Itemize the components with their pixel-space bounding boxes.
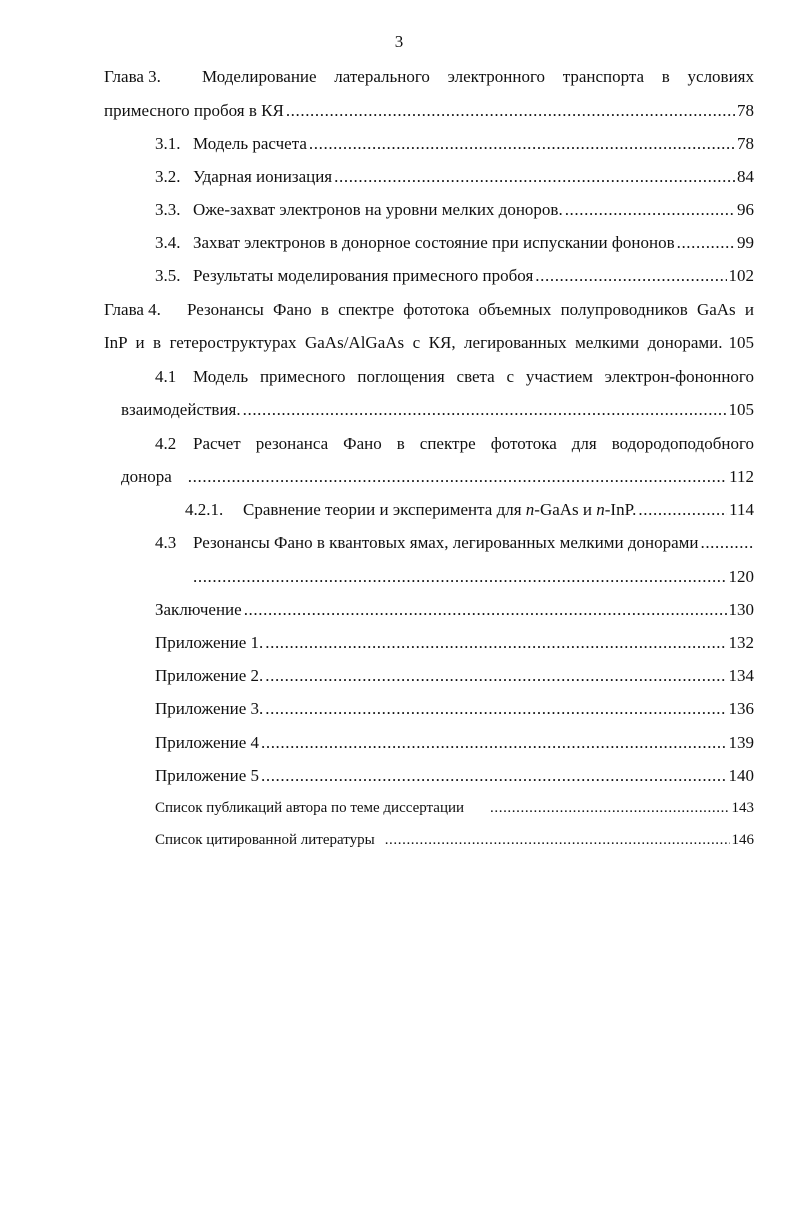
toc-page: 139 (728, 733, 754, 752)
toc-section-3-2 (155, 166, 754, 188)
toc-appendix-1 (155, 632, 754, 654)
leader-dots (385, 829, 730, 851)
toc-section-3-4 (155, 232, 754, 254)
toc-label: 3.4. (155, 233, 181, 252)
toc-appendix-3 (155, 698, 754, 720)
leader-dots (700, 532, 754, 554)
toc-page: 130 (728, 600, 754, 619)
leader-dots (244, 599, 727, 621)
toc-page: 136 (728, 699, 754, 718)
toc-label: 4.2.1. (185, 500, 224, 519)
leader-dots (677, 232, 735, 254)
toc-section-4-2-line1 (155, 433, 754, 455)
toc-page: 99 (737, 233, 754, 252)
toc-title: InP и в гетероструктурах GaAs/AlGaAs с КЯ, легированных мелкими донорами. (104, 333, 723, 352)
toc-page: 78 (737, 134, 754, 153)
toc-title: Заключение (155, 600, 242, 619)
toc-title: Приложение 1. (155, 633, 264, 652)
toc-title: Результаты моделирования примесного пробоя (193, 266, 534, 285)
toc-title: донора (121, 467, 172, 486)
toc-section-4-3-line2 (193, 566, 754, 588)
toc-label: 4.1 (155, 367, 177, 386)
toc-title: Расчет резонанса Фано в спектре фототока для водородоподобного (193, 434, 754, 453)
leader-dots (193, 566, 727, 588)
toc-conclusion (155, 599, 754, 621)
toc-section-4-2-1 (185, 499, 754, 521)
leader-dots (261, 765, 727, 787)
toc-label: Глава 3. (104, 67, 161, 86)
toc-title: Приложение 2. (155, 666, 264, 685)
toc-section-4-2-line2 (121, 466, 754, 488)
leader-dots (286, 100, 735, 122)
toc-page: 84 (737, 167, 754, 186)
toc-label: 3.5. (155, 266, 181, 285)
toc-section-3-5 (155, 265, 754, 287)
toc-title: Приложение 3. (155, 699, 264, 718)
toc-page: 146 (731, 832, 754, 848)
toc-section-4-1-line2 (121, 399, 754, 421)
toc-section-3-1 (155, 133, 754, 155)
toc-page: 96 (737, 200, 754, 219)
toc-title: Приложение 5 (155, 766, 259, 785)
toc-page: 105 (728, 400, 754, 419)
toc-appendix-2 (155, 665, 754, 687)
toc-chapter-3-line1 (104, 66, 754, 88)
leader-dots (565, 199, 735, 221)
toc-page: 143 (731, 800, 754, 816)
leader-dots (309, 133, 735, 155)
toc-page: 78 (737, 101, 754, 120)
toc-page: 132 (728, 633, 754, 652)
leader-dots (334, 166, 735, 188)
toc-section-4-1-line1 (155, 366, 754, 388)
toc-appendix-5 (155, 765, 754, 787)
toc-appendix-4 (155, 732, 754, 754)
toc-label: 3.2. (155, 167, 181, 186)
toc-title: Модель примесного поглощения света с участием электрон-фононного (193, 367, 754, 386)
toc-page: 114 (729, 500, 754, 519)
toc-page: 102 (728, 266, 754, 285)
toc-label: 3.3. (155, 200, 181, 219)
toc-title: Резонансы Фано в квантовых ямах, легированных мелкими донорами (193, 533, 699, 552)
toc-title: Сравнение теории и эксперимента для n-GaAs и n-InP. (243, 500, 637, 519)
toc-title: Модель расчета (193, 134, 307, 153)
toc-title: Резонансы Фано в спектре фототока объемных полупроводников GaAs и (187, 300, 754, 319)
toc-label: 4.3 (155, 533, 177, 552)
toc-title: Список публикаций автора по теме диссертации (155, 800, 465, 816)
leader-dots (188, 466, 727, 488)
toc-chapter-4-line2 (104, 332, 754, 354)
toc-title: Приложение 4 (155, 733, 259, 752)
leader-dots (265, 665, 726, 687)
leader-dots (490, 797, 729, 819)
toc-page: 134 (728, 666, 754, 685)
toc-chapter-3-line2 (104, 100, 754, 122)
toc-title: Список цитированной литературы (155, 832, 375, 848)
toc-page: 140 (728, 766, 754, 785)
page-number: 3 (394, 32, 404, 51)
leader-dots (638, 499, 727, 521)
toc-label: 3.1. (155, 134, 181, 153)
toc-chapter-4-line1 (104, 299, 754, 321)
toc-title: Захват электронов в донорное состояние при испускании фононов (193, 233, 675, 252)
toc-page: 112 (729, 467, 754, 486)
toc-references (155, 829, 754, 851)
toc-title: примесного пробоя в КЯ (104, 101, 284, 120)
toc-title: Моделирование латерального электронного транспорта в условиях (202, 67, 754, 86)
leader-dots (261, 732, 727, 754)
leader-dots (265, 698, 726, 720)
toc-title: Оже-захват электронов на уровни мелких доноров. (193, 200, 563, 219)
toc-section-3-3 (155, 199, 754, 221)
toc-section-4-3-line1 (155, 532, 754, 554)
toc-publications (155, 797, 754, 819)
toc-title: взаимодействия. (121, 400, 241, 419)
toc-label: 4.2 (155, 434, 177, 453)
leader-dots (535, 265, 726, 287)
toc-label: Глава 4. (104, 300, 161, 319)
toc-title: Ударная ионизация (193, 167, 333, 186)
leader-dots (243, 399, 727, 421)
toc-page: 105 (728, 333, 754, 352)
leader-dots (265, 632, 726, 654)
toc-page: 120 (728, 567, 754, 586)
